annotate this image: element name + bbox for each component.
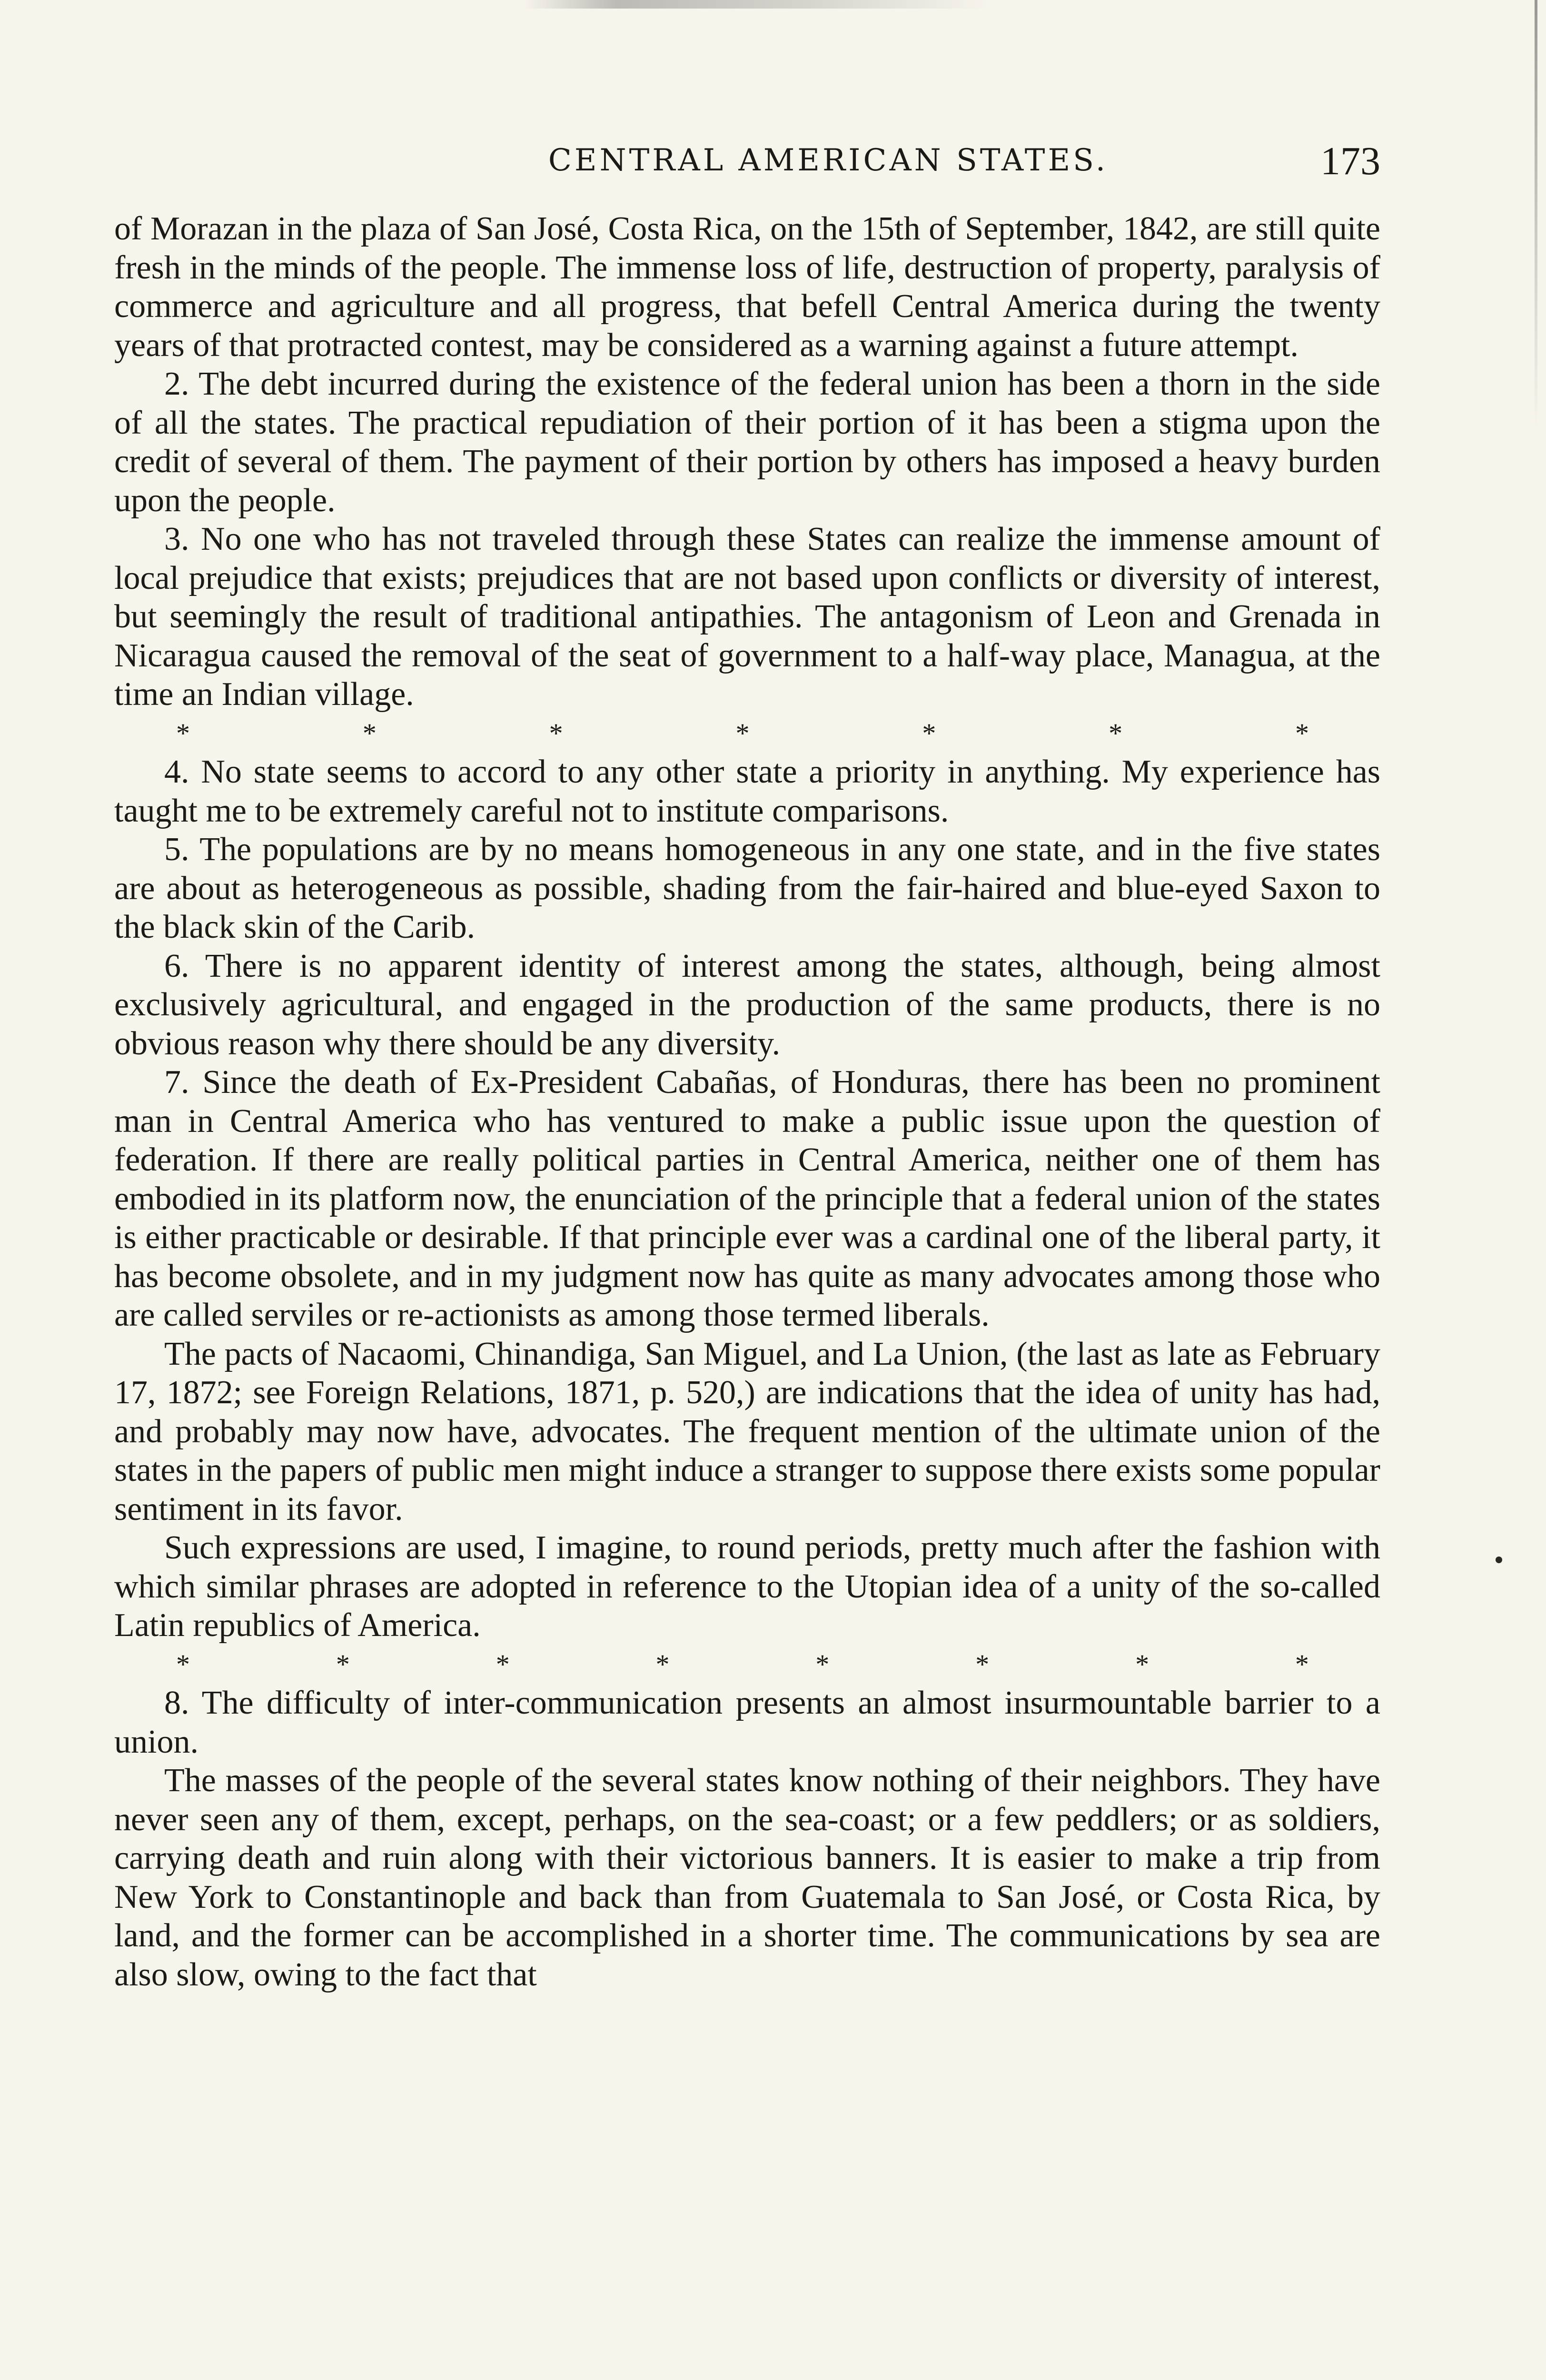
paragraph-point-5: 5. The populations are by no means homogeneous in any one state, and in the five states are about as heterogeneous as possible, shading from the fair-haired and blue-eyed Saxon to the black skin of the Carib. bbox=[114, 831, 1380, 945]
running-title: CENTRAL AMERICAN STATES. bbox=[548, 143, 1109, 178]
paragraph-point-8: 8. The difficulty of inter-communication presents an almost insurmountable barrier to a union. bbox=[114, 1685, 1380, 1760]
paragraph-point-6: 6. There is no apparent identity of interest among the states, although, being almost exclusively agricultural, and engaged in the production of the same products, there is no obvious reason why there should be any diversity. bbox=[114, 947, 1380, 1062]
paragraph-morazan-continuation: of Morazan in the plaza of San José, Costa Rica, on the 15th of September, 1842, are still quite fresh in the minds of the people. The immense loss of life, destruction of property, paralysis of commerce and agriculture and all progress, that befell Central America during the twenty years of that protracted contest, may be considered as a warning against a future attempt. bbox=[114, 210, 1380, 364]
separator-star: * bbox=[176, 717, 190, 749]
page-header bbox=[114, 138, 1380, 195]
separator-star: * bbox=[815, 1648, 830, 1680]
separator-star: * bbox=[362, 717, 377, 749]
page-number: 173 bbox=[1320, 139, 1380, 183]
separator-star: * bbox=[1295, 1648, 1309, 1680]
paragraph-point-4: 4. No state seems to accord to any other state a priority in anything. My experience has taught me to be extremely careful not to institute comparisons. bbox=[114, 754, 1380, 829]
separator-star: * bbox=[975, 1648, 990, 1680]
body-text bbox=[114, 209, 1380, 1994]
paragraph-expressions: Such expressions are used, I imagine, to round periods, pretty much after the fashion with which similar phrases are adopted in reference to the Utopian idea of a unity of the so-called Latin republics of America. bbox=[114, 1529, 1380, 1644]
page-edge-shadow bbox=[1535, 0, 1537, 428]
paragraph-point-7: 7. Since the death of Ex-President Cabañas, of Honduras, there has been no prominent man in Central America who has ventured to make a public issue upon the question of federation. If there are really political parties in Central America, neither one of them has embodied in its platform now, the enunciation of the principle that a federal union of the states is either practicable or desirable. If that principle ever was a cardinal one of the liberal party, it has become obsolete, and in my judgment now has quite as many advocates among those who are called serviles or re-actionists as among those termed liberals. bbox=[114, 1064, 1380, 1333]
separator-star: * bbox=[655, 1648, 670, 1680]
separator-star: * bbox=[1295, 717, 1309, 749]
separator-star: * bbox=[336, 1648, 350, 1680]
scan-artifact bbox=[524, 0, 990, 9]
separator-star: * bbox=[496, 1648, 510, 1680]
margin-dot-mark bbox=[1496, 1557, 1502, 1563]
paragraph-point-3: 3. No one who has not traveled through these States can realize the immense amount of local prejudice that exists; prejudices that are not based upon conflicts or diversity of interest, but seemingly the result of traditional antipathies. The antagonism of Leon and Grenada in Nicaragua caused the removal of the seat of government to a half-way place, Managua, at the time an Indian village. bbox=[114, 521, 1380, 713]
separator-star: * bbox=[735, 717, 750, 749]
separator-star: * bbox=[922, 717, 936, 749]
section-separator-stars bbox=[114, 1645, 1380, 1684]
separator-star: * bbox=[549, 717, 563, 749]
paragraph-point-2: 2. The debt incurred during the existence of the federal union has been a thorn in the side of all the states. The practical repudiation of their portion of it has been a stigma upon the credit of several of them. The payment of their portion by others has imposed a heavy burden upon the people. bbox=[114, 366, 1380, 519]
paragraph-pacts: The pacts of Nacaomi, Chinandiga, San Miguel, and La Union, (the last as late as February 17, 1872; see Foreign Relations, 1871, p. 520,) are indications that the idea of unity has had, and probably may now have, advocates. The frequent mention of the ultimate union of the states in the papers of public men might induce a stranger to suppose there exists some popular sentiment in its favor. bbox=[114, 1335, 1380, 1527]
section-separator-stars bbox=[114, 714, 1380, 753]
separator-star: * bbox=[176, 1648, 190, 1680]
separator-star: * bbox=[1109, 717, 1123, 749]
paragraph-masses: The masses of the people of the several states know nothing of their neighbors. They have never seen any of them, except, perhaps, on the sea-coast; or a few peddlers; or as soldiers, carrying death and ruin along with their victorious banners. It is easier to make a trip from New York to Constantinople and back than from Guatemala to San José, or Costa Rica, by land, and the former can be accomplished in a shorter time. The communications by sea are also slow, owing to the fact that bbox=[114, 1762, 1380, 1993]
separator-star: * bbox=[1135, 1648, 1150, 1680]
